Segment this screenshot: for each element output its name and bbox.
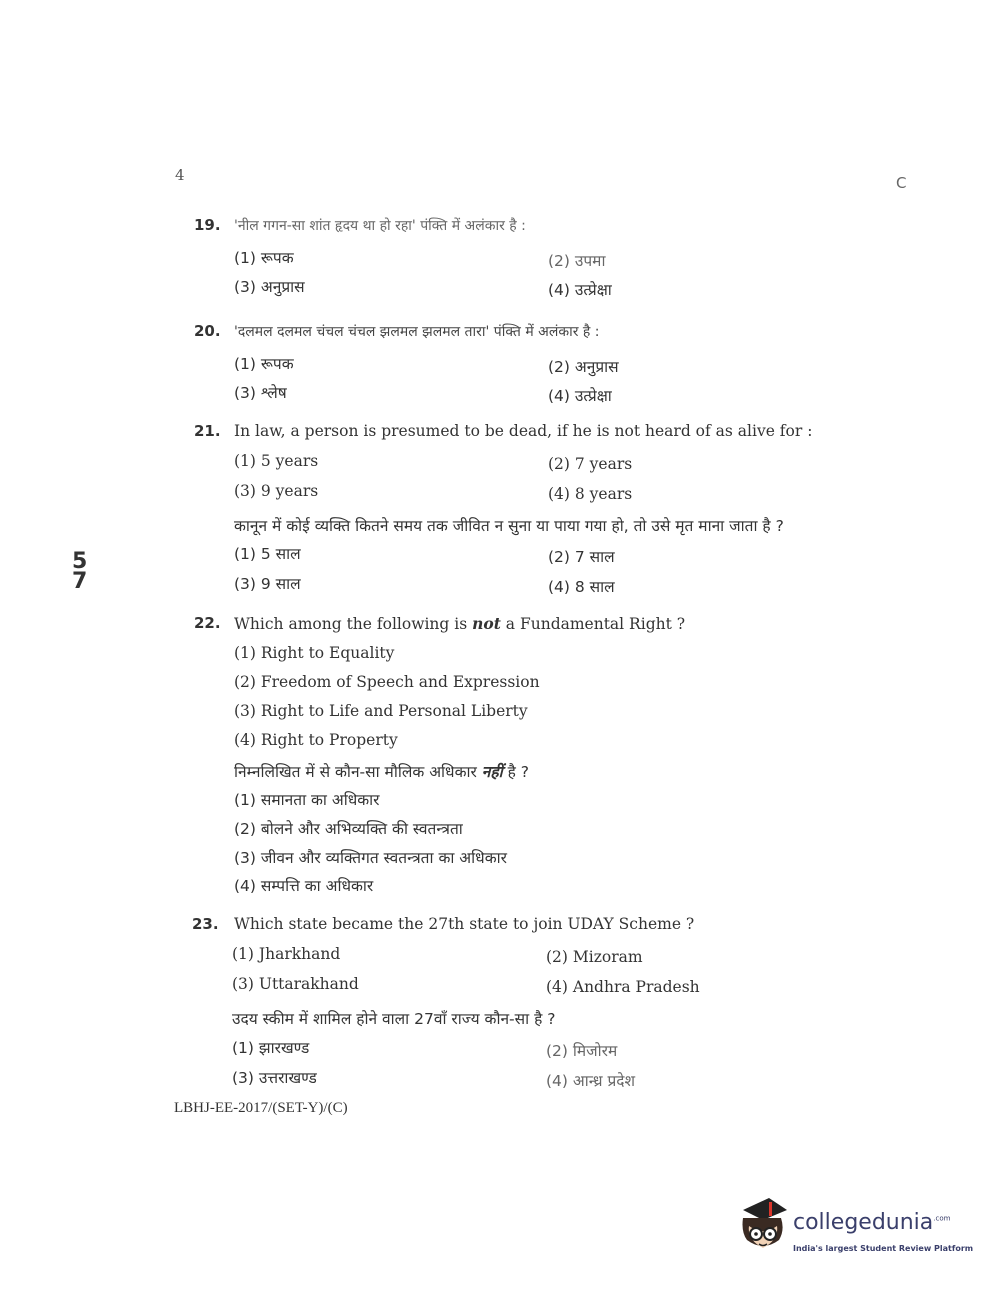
option-4: (4) उत्प्रेक्षा xyxy=(548,387,612,405)
question-text: Which among the following is not a Fundamental Right ? xyxy=(234,614,686,633)
hindi-option-4: (4) आन्ध्र प्रदेश xyxy=(546,1072,636,1090)
option-3: (3) Uttarakhand xyxy=(232,975,359,993)
hindi-option-1: (1) 5 साल xyxy=(234,545,301,563)
collegedunia-logo xyxy=(735,1196,974,1266)
hindi-option-1: (1) झारखण्ड xyxy=(232,1039,310,1057)
question-number: 21. xyxy=(194,422,221,440)
hindi-question-text: उदय स्कीम में शामिल होने वाला 27वाँ राज्य कौन-सा है ? xyxy=(232,1010,556,1028)
hindi-option-4: (4) सम्पत्ति का अधिकार xyxy=(234,877,374,895)
option-2: (2) Mizoram xyxy=(546,948,643,966)
option-1: (1) रूपक xyxy=(234,249,294,267)
margin-mark: 5 7 xyxy=(72,549,88,594)
option-3: (3) अनुप्रास xyxy=(234,278,305,296)
option-3: (3) 9 years xyxy=(234,482,319,500)
option-2: (2) Freedom of Speech and Expression xyxy=(234,673,540,691)
page-number: 4 xyxy=(175,166,185,184)
option-1: (1) Jharkhand xyxy=(232,945,341,963)
hindi-option-4: (4) 8 साल xyxy=(548,578,615,596)
option-2: (2) 7 years xyxy=(548,455,633,473)
hindi-question-text: कानून में कोई व्यक्ति कितने समय तक जीवित न सुना या पाया गया हो, तो उसे मृत माना जाता है ? xyxy=(234,517,784,535)
hindi-option-2: (2) मिजोरम xyxy=(546,1042,618,1060)
option-1: (1) 5 years xyxy=(234,452,319,470)
option-4: (4) 8 years xyxy=(548,485,633,503)
question-text: 'नील गगन-सा शांत हृदय था हो रहा' पंक्ति में अलंकार है : xyxy=(234,218,526,234)
question-text: In law, a person is presumed to be dead, if he is not heard of as alive for : xyxy=(234,422,813,440)
hindi-option-2: (2) 7 साल xyxy=(548,548,615,566)
option-4: (4) उत्प्रेक्षा xyxy=(548,281,612,299)
set-code: C xyxy=(896,174,907,192)
option-4: (4) Right to Property xyxy=(234,731,398,749)
question-text: 'दलमल दलमल चंचल चंचल झलमल झलमल तारा' पंक्ति में अलंकार है : xyxy=(234,324,600,340)
hindi-option-3: (3) जीवन और व्यक्तिगत स्वतन्त्रता का अधिकार xyxy=(234,849,507,867)
hindi-option-2: (2) बोलने और अभिव्यक्ति की स्वतन्त्रता xyxy=(234,820,463,838)
question-number: 19. xyxy=(194,216,221,234)
question-number: 23. xyxy=(192,915,219,933)
question-text: Which state became the 27th state to join UDAY Scheme ? xyxy=(234,915,695,933)
footer-code: LBHJ-EE-2017/(SET-Y)/(C) xyxy=(174,1100,348,1116)
hindi-option-3: (3) 9 साल xyxy=(234,575,301,593)
logo-tagline: India's largest Student Review Platform xyxy=(793,1244,974,1253)
option-3: (3) श्लेष xyxy=(234,384,287,402)
logo-wordmark: collegedunia$^{.com}$ xyxy=(793,1210,951,1235)
option-4: (4) Andhra Pradesh xyxy=(546,978,700,996)
option-3: (3) Right to Life and Personal Liberty xyxy=(234,702,528,720)
option-1: (1) रूपक xyxy=(234,355,294,373)
mascot-icon xyxy=(735,1196,791,1256)
hindi-question-text: निम्नलिखित में से कौन-सा मौलिक अधिकार नहीं है ? xyxy=(234,763,529,781)
option-2: (2) अनुप्रास xyxy=(548,358,619,376)
question-number: 22. xyxy=(194,614,221,632)
hindi-option-1: (1) समानता का अधिकार xyxy=(234,791,380,809)
hindi-option-3: (3) उत्तराखण्ड xyxy=(232,1069,317,1087)
option-1: (1) Right to Equality xyxy=(234,644,395,662)
question-number: 20. xyxy=(194,322,221,340)
option-2: (2) उपमा xyxy=(548,252,606,270)
